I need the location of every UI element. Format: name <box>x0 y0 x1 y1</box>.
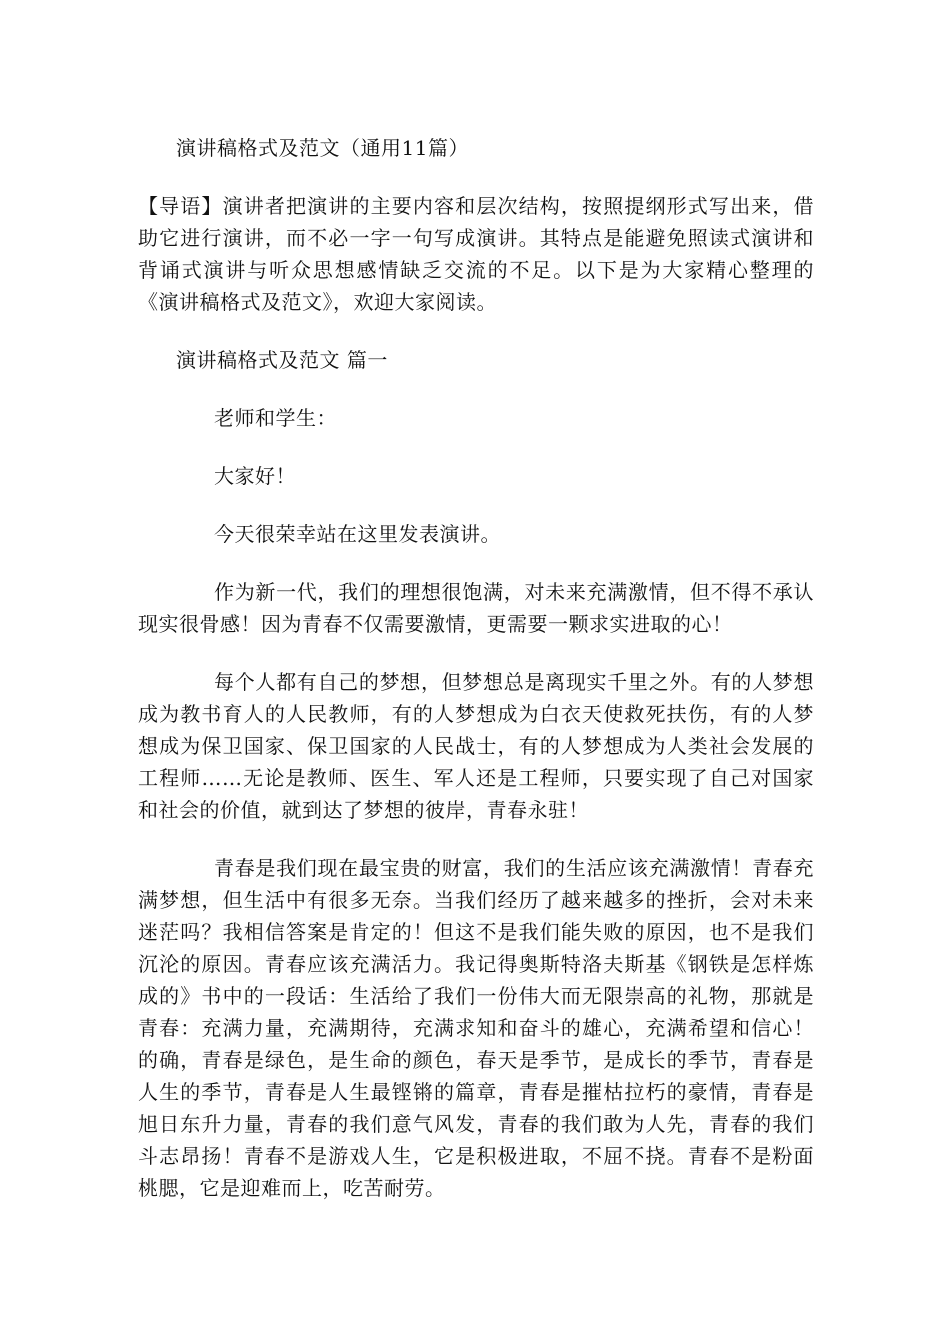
section-heading: 演讲稿格式及范文 篇一 <box>176 348 388 372</box>
body-paragraph: 每个人都有自己的梦想，但梦想总是离现实千里之外。有的人梦想成为教书育人的人民教师，有的人梦想成为白衣天使救死扶伤，有的人梦想成为保卫国家、保卫国家的人民战士，有的人梦想成为人类社会发展的工程师……无论是教师、医生、军人还是工程师，只要实现了自己对国家和社会的价值，就到达了梦想的彼岸，青春永驻！ <box>138 670 814 822</box>
document-page <box>138 132 814 1230</box>
greeting: 大家好！ <box>214 464 296 488</box>
body-paragraph: 作为新一代，我们的理想很饱满，对未来充满激情，但不得不承认现实很骨感！因为青春不仅需要激情，更需要一颗求实进取的心！ <box>138 580 814 636</box>
intro-paragraph: 【导语】演讲者把演讲的主要内容和层次结构，按照提纲形式写出来，借助它进行演讲，而不必一字一句写成演讲。其特点是能避免照读式演讲和背诵式演讲与听众思想感情缺乏交流的不足。以下是为大家精心整理的《演讲稿格式及范文》，欢迎大家阅读。 <box>138 194 814 314</box>
opening-line: 今天很荣幸站在这里发表演讲。 <box>214 522 501 546</box>
document-title: 演讲稿格式及范文（通用11篇） <box>176 136 469 160</box>
salutation: 老师和学生： <box>214 406 337 430</box>
body-paragraph: 青春是我们现在最宝贵的财富，我们的生活应该充满激情！青春充满梦想，但生活中有很多无奈。当我们经历了越来越多的挫折，会对未来迷茫吗？我相信答案是肯定的！但这不是我们能失败的原因，也不是我们沉沦的原因。青春应该充满活力。我记得奥斯特洛夫斯基《钢铁是怎样炼成的》书中的一段话：生活给了我们一份伟大而无限崇高的礼物，那就是青春：充满力量，充满期待，充满求知和奋斗的雄心，充满希望和信心！的确，青春是绿色，是生命的颜色，春天是季节，是成长的季节，青春是人生的季节，青春是人生最铿锵的篇章，青春是摧枯拉朽的豪情，青春是旭日东升力量，青春的我们意气风发，青春的我们敢为人先，青春的我们斗志昂扬！青春不是游戏人生，它是积极进取，不屈不挠。青春不是粉面桃腮，它是迎难而上，吃苦耐劳。 <box>138 856 814 1200</box>
